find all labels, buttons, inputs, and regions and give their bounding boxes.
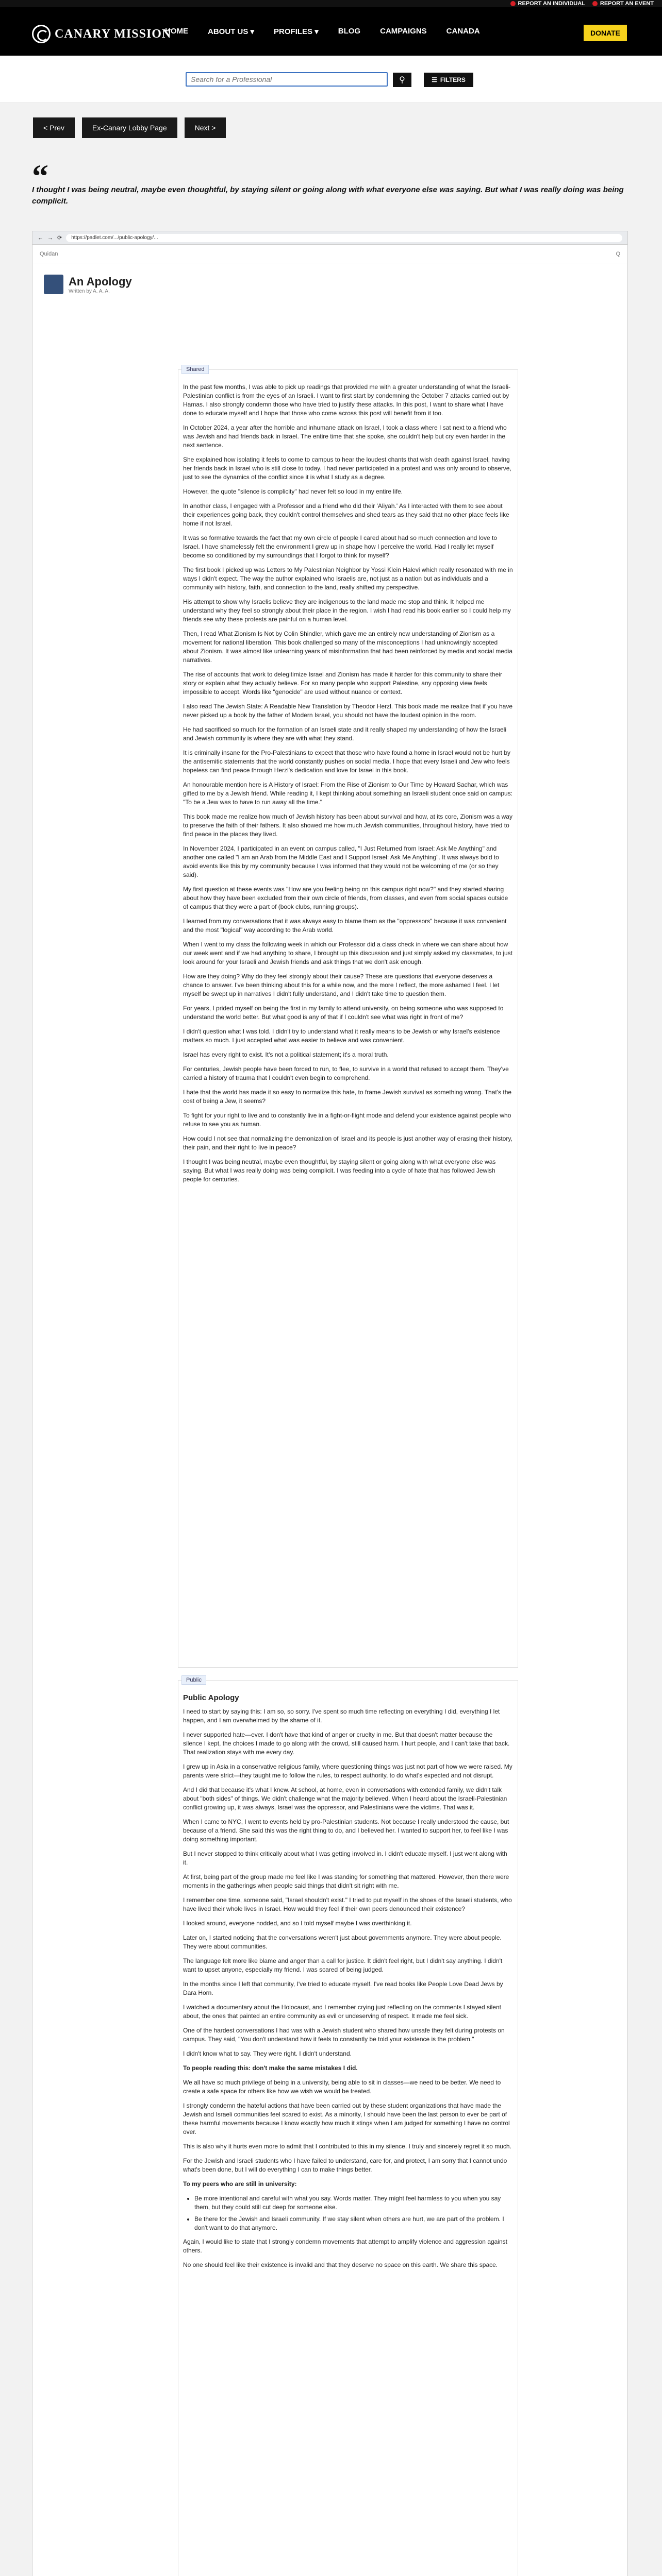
post-paragraph: How are they doing? Why do they feel strongly about their cause? These are questions that everyone deserves a chance to answer. I've been thinking about this for a while now, and the more I reflect, the more ashamed I feel. I let myself be swept up in narratives I didn't fully understand, and I didn't take time to question them. xyxy=(183,973,500,997)
post-body-2 xyxy=(183,1693,513,2275)
canary-logo-icon xyxy=(32,25,51,43)
post-paragraph: I looked around, everyone nodded, and so I told myself maybe I was overthinking it. xyxy=(183,1920,412,1927)
search-button[interactable] xyxy=(393,73,411,87)
post-paragraph: At first, being part of the group made me feel like I was standing for something that mattered. However, then there were moments in the gatherings when people said things that didn't sit right with me. xyxy=(183,1873,509,1889)
post-paragraph: The rise of accounts that work to delegitimize Israel and Zionism has made it harder for this community to share their story or explain what they actually believe. For so many people who support Palestine, any opposing view feels impossible to accept. Words like "genocide" are used without nuance or context. xyxy=(183,671,502,696)
post-paragraph: However, the quote "silence is complicity" had never felt so loud in my entire life. xyxy=(183,488,403,495)
back-icon: ← xyxy=(38,234,43,241)
answer-title: An Apology xyxy=(69,275,132,288)
nav-item-blog[interactable]: BLOG xyxy=(338,27,361,36)
top-report-bar xyxy=(0,0,662,7)
post-paragraph: Later on, I started noticing that the conversations weren't just about governments anymore. They were about people. They were about communities. xyxy=(183,1934,502,1950)
advice-list xyxy=(194,2194,513,2232)
post-paragraph: To fight for your right to live and to constantly live in a fight-or-flight mode and defend your existence against people who refuse to see you as human. xyxy=(183,1112,511,1128)
post-paragraph: In November 2024, I participated in an event on campus called, "I Just Returned from Israel: Ask Me Anything" and another one called "I am an Arab from the Middle East and I Support Israel: Ask Me Anything". It was always bold to avoid events like this by my community because I was informed that they would not be welcoming of me (or so they said). xyxy=(183,845,499,878)
report-dot-icon xyxy=(592,1,598,6)
filters-label: FILTERS xyxy=(440,76,466,83)
post-paragraph: I remember one time, someone said, "Israel shouldn't exist." I tried to put myself in the shoes of the Israeli students, who have lived their whole lives in Israel. How would they feel if their own peers denounced their existence? xyxy=(183,1896,512,1912)
post-paragraph: How could I not see that normalizing the demonization of Israel and its people is just another way of erasing their history, their pain, and their right to live in peace? xyxy=(183,1135,512,1151)
prev-button[interactable]: < Prev xyxy=(33,117,75,138)
post-paragraph: No one should feel like their existence is invalid and that they deserve no space on this earth. We share this space. xyxy=(183,2261,498,2268)
post-paragraph: He had sacrificed so much for the formation of an Israeli state and it really shaped my understanding of how the Israeli and Jewish community is where they are with what they stand. xyxy=(183,726,506,742)
quote-mark-icon: “ xyxy=(32,158,48,194)
nav-item-home[interactable]: HOME xyxy=(165,27,188,36)
post-paragraph: For centuries, Jewish people have been forced to run, to flee, to survive in a world that refused to accept them. They've carried a history of trauma that I couldn't even begin to comprehend. xyxy=(183,1065,509,1081)
chevron-down-icon: ▾ xyxy=(250,27,255,36)
nav-item-canada[interactable]: CANADA xyxy=(446,27,480,36)
post-paragraph: One of the hardest conversations I had was with a Jewish student who shared how unsafe they felt during protests on campus. They said, "You don't understand how it feels to constantly be told your existence is the problem." xyxy=(183,2027,505,2043)
post-paragraph: I didn't question what I was told. I didn't try to understand what it really means to be Jewish or why Israel's existence matters so much. I just accepted what was easier to believe and was convenient. xyxy=(183,1028,500,1044)
post-paragraph: The first book I picked up was Letters to My Palestinian Neighbor by Yossi Klein Halevi which really resonated with me in ways I didn't expect. The way the author explained who Israelis are, not just as a nation but as individuals and a community with history, faith, and connection to the land, really shifted my perspective. xyxy=(183,566,513,591)
site-name: Quidan xyxy=(40,250,58,257)
post-paragraph: I thought I was being neutral, maybe even thoughtful, by staying silent or going along with what everyone else was saying. But what I was really doing was being complicit. I was feeding into a cycle of hate that has followed Jewish people for centuries. xyxy=(183,1158,496,1183)
search-icon: ⚲ xyxy=(399,76,405,84)
post-paragraph: In another class, I engaged with a Professor and a friend who did their 'Aliyah.' As I interacted with them to see about their experiences going back, they couldn't control themselves and shed tears as they said that no other place feels like home if not Israel. xyxy=(183,502,509,527)
site-logo[interactable] xyxy=(32,25,171,43)
report-event-label: REPORT AN EVENT xyxy=(600,1,654,7)
post-paragraph: In the past few months, I was able to pick up readings that provided me with a greater understanding of what the Israeli-Palestinian conflict is from the eyes of an Israeli. I want to first start by condemning the October 7 attacks carried out by Hamas. I also strongly condemn those who have tried to justify these attacks. In this post, I want to share what I have done to educate myself and I hope that those who come across this post will benefit from it too. xyxy=(183,383,511,417)
post-paragraph: It was so formative towards the fact that my own circle of people I cared about had so much connection and love to Israel. I have shamelessly felt the environment I grew up in shape how I perceive the world. Had I really let myself become so conditioned by my surroundings that I forgot to think for myself? xyxy=(183,534,497,559)
post-paragraph: When I came to NYC, I went to events held by pro-Palestinian students. Not because I really understood the cause, but because of a friend. She said this was the right thing to do, and I believed her. I wanted to support her, to feel like I was doing something important. xyxy=(183,1818,509,1843)
profile-pager xyxy=(33,117,226,138)
nav-item-about[interactable] xyxy=(208,27,254,36)
highlight-quote: I thought I was being neutral, maybe even thoughtful, by staying silent or going along with what everyone else was saying. But what I was really doing was being complicit. xyxy=(32,185,624,206)
report-event-link[interactable] xyxy=(592,1,654,7)
nav-menu xyxy=(165,27,480,36)
post-paragraph: I strongly condemn the hateful actions that have been carried out by these student organizations that have made the Jewish and Israeli communities feel scared to exist. As a minority, I should have been the last person to ever be part of these harmful movements because I know exactly how much it stings when I am judged for something I have no control over. xyxy=(183,2102,510,2136)
avatar xyxy=(44,275,63,294)
post-paragraph: For the Jewish and Israeli students who I have failed to understand, care for, and protect, I am sorry that I cannot undo what's been done, but I will do everything I can to make things better. xyxy=(183,2157,507,2173)
report-individual-label: REPORT AN INDIVIDUAL xyxy=(518,1,585,7)
post-paragraph: I also read The Jewish State: A Readable New Translation by Theodor Herzl. This book made me realize that if you have never picked up a book by the father of Modern Israel, you should not have the loudest opinion in the room. xyxy=(183,703,513,719)
list-item: • Be there for the Jewish and Israeli community. If we stay silent when others are hurt, we are part of the problem. I don't want to do that anymore. xyxy=(194,2215,513,2232)
site-search-icon: Q xyxy=(616,250,620,257)
list-item: • Be more intentional and careful with what you say. Words matter. They might feel harmless to you when you say them, but they could still cut deep for someone else. xyxy=(194,2194,513,2212)
post-paragraph: Again, I would like to state that I strongly condemn movements that attempt to amplify violence and aggression against others. xyxy=(183,2238,508,2254)
post-paragraph: I need to start by saying this: I am so, so sorry. I've spent so much time reflecting on everything I did, everything I let happen, and I am overwhelmed by the shame of it. xyxy=(183,1708,500,1724)
donate-button[interactable]: DONATE xyxy=(584,25,627,41)
post-paragraph: But I never stopped to think critically about what I was getting involved in. I didn't educate myself. I just went along with it. xyxy=(183,1850,507,1866)
post-paragraph: The language felt more like blame and anger than a call for justice. It didn't feel right, but I didn't say anything. I didn't want to upset anyone, especially my friend. I was scared of being judged. xyxy=(183,1957,503,1973)
search-input[interactable] xyxy=(186,72,388,87)
report-individual-link[interactable] xyxy=(510,1,585,7)
forward-icon: → xyxy=(47,234,53,241)
nav-about-label: ABOUT US xyxy=(208,27,249,36)
browser-bar xyxy=(32,231,627,245)
post-body-1 xyxy=(183,383,513,1190)
chevron-down-icon: ▾ xyxy=(315,27,319,36)
filter-icon: ☰ xyxy=(432,76,437,83)
post-paragraph: I watched a documentary about the Holocaust, and I remember crying just reflecting on the comments I stayed silent about, the ones that painted an entire community as evil or undeserving of respect. It made me feel sick. xyxy=(183,2004,501,2020)
post-paragraph: To people reading this: don't make the same mistakes I did. xyxy=(183,2064,358,2072)
site-header xyxy=(32,245,627,263)
post-paragraph: Israel has every right to exist. It's not a political statement; it's a moral truth. xyxy=(183,1051,389,1058)
post-paragraph: In October 2024, a year after the horrible and inhumane attack on Israel, I took a class where I sat next to a friend who was Jewish and had friends back in Israel. The entire time that she spoke, she couldn't help but cry even harder in the next sentence. xyxy=(183,424,507,449)
answer-subtitle: Written by A. A. A. xyxy=(69,288,110,294)
post-paragraph: I never supported hate—ever. I don't have that kind of anger or cruelty in me. But that doesn't matter because the silence I kept, the choices I made to go along with the crowd, still caused harm. I hurt people, and I can't take that back. That realization stays with me every day. xyxy=(183,1731,510,1756)
report-dot-icon xyxy=(510,1,516,6)
post-paragraph: To my peers who are still in university: xyxy=(183,2180,297,2188)
post-paragraph: She explained how isolating it feels to come to campus to hear the loudest chants that wish death against Israel, having her friends back in Israel who is still close to today. I had never participated in a protest and was only around to observe, just to see the dynamics of the conflict since it is what I study as a degree. xyxy=(183,456,511,481)
post-paragraph: I hate that the world has made it so easy to normalize this hate, to frame Jewish survival as something wrong. That's the cost of being a Jew, it seems? xyxy=(183,1089,512,1105)
post-paragraph: When I went to my class the following week in which our Professor did a class check in where we can share about how our week went and if we had anything to share, I brought up this discussion and just simply asked my classmates, to just look around for your Israeli and Jewish friends and ask things that we don't ask enough. xyxy=(183,941,512,965)
apology-screenshot xyxy=(32,231,628,2576)
post-paragraph: We all have so much privilege of being in a university, being able to sit in classes—we need to be better. We need to create a safe space for others like how we wish we would be treated. xyxy=(183,2079,501,2095)
post-paragraph: I grew up in Asia in a conservative religious family, where questioning things was just not part of how we were raised. My parents were strict—they taught me to follow the rules, to respect authority, to do what's expected and not disrupt. xyxy=(183,1763,512,1779)
nav-item-profiles[interactable] xyxy=(274,27,319,36)
answer-header xyxy=(44,275,132,294)
post-paragraph: An honourable mention here is A History of Israel: From the Rise of Zionism to Our Time by Howard Sachar, which was gifted to me by a Jewish friend. While reading it, I kept thinking about something an Israeli student once said on campus: "To be a Jew was to have to run away all the time." xyxy=(183,781,513,806)
nav-item-campaigns[interactable]: CAMPAIGNS xyxy=(380,27,427,36)
post-tag-2: Public xyxy=(181,1675,206,1685)
logo-text: CANARY MISSION xyxy=(55,27,172,41)
post-paragraph: This book made me realize how much of Jewish history has been about survival and how, at its core, Zionism was a way to preserve the faith of their fathers. It also showed me how much Jewish communities, throughout history, have tried to find peace in the places they lived. xyxy=(183,813,512,838)
browser-url: https://padlet.com/.../public-apology/... xyxy=(66,234,622,242)
post-paragraph: Then, I read What Zionism Is Not by Colin Shindler, which gave me an entirely new understanding of Zionism as a movement for national liberation. This book challenged so many of the misconceptions I had unknowingly accepted about Zionism. It was almost like unlearning years of misinformation that had been reinforced by media and social media narratives. xyxy=(183,630,512,664)
nav-profiles-label: PROFILES xyxy=(274,27,313,36)
post-paragraph: I learned from my conversations that it was always easy to blame them as the "oppressors" because it was convenient and the most "logical" way according to the Arab world. xyxy=(183,918,507,934)
post-paragraph: I didn't know what to say. They were right. I didn't understand. xyxy=(183,2050,352,2057)
next-button[interactable]: Next > xyxy=(185,117,226,138)
post-paragraph: This is also why it hurts even more to admit that I contributed to this in my silence. I truly and sincerely regret it so much. xyxy=(183,2143,511,2150)
search-bar-row xyxy=(0,56,662,103)
reload-icon: ⟳ xyxy=(57,235,62,241)
post-paragraph: And I did that because it's what I knew. At school, at home, even in conversations with extended family, we didn't talk about "both sides" of things. We didn't challenge what the majority believed. When I heard about the Israeli-Palestinian conflict growing up, it was always, Israel was the oppressor, and Palestinians were the victims. That was it. xyxy=(183,1786,507,1811)
post-tag-1: Shared xyxy=(181,365,209,374)
post-paragraph: It is criminally insane for the Pro-Palestinians to expect that those who have found a home in Israel would not be hurt by the antisemitic statements that the world constantly pushes on social media. I hope that every Israeli and Jew who feels hopeless can find peace through Herzl's dedication and love for Israel in this book. xyxy=(183,749,511,774)
post-paragraph: His attempt to show why Israelis believe they are indigenous to the land made me stop and think. It helped me understand why they feel so strongly about their place in the region. I wish I had read his book earlier so I could help my friends see why these protests are painful on a human level. xyxy=(183,598,511,623)
main-navbar xyxy=(0,7,662,56)
section-title: Public Apology xyxy=(183,1693,239,1702)
lobby-button[interactable]: Ex-Canary Lobby Page xyxy=(82,117,177,138)
filters-button[interactable] xyxy=(424,73,473,87)
post-paragraph: In the months since I left that community, I've tried to educate myself. I've read books like People Love Dead Jews by Dara Horn. xyxy=(183,1980,503,1996)
post-paragraph: My first question at these events was "How are you feeling being on this campus right now?" and they started sharing about how they have been excluded from their own circle of friends, from classes, and even from social spaces outside of campus that they were a part of (book clubs, running groups). xyxy=(183,886,508,910)
post-paragraph: For years, I prided myself on being the first in my family to attend university, on being someone who was supposed to understand the world better. But what good is any of that if I couldn't see what was right in front of me? xyxy=(183,1005,504,1021)
